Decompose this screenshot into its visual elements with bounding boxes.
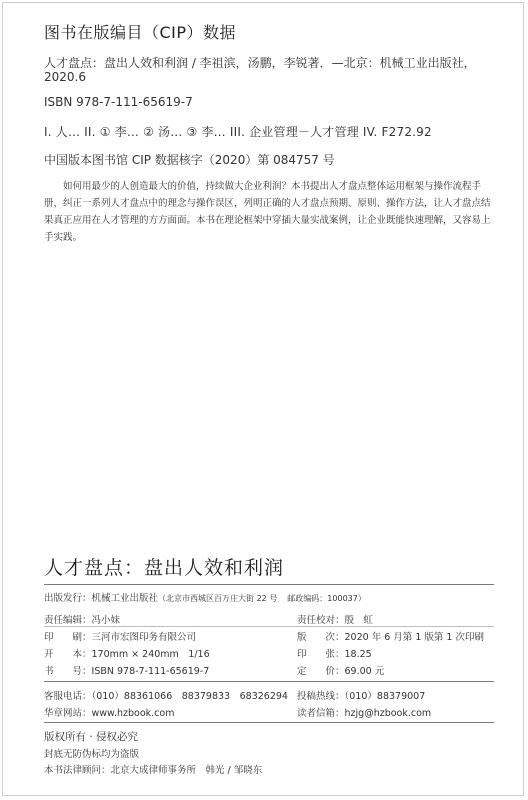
cip-bibliographic-year: 2020.6 [44,70,86,84]
reader-email-label: 读者信箱： [297,708,345,719]
book-number-line [44,663,209,677]
book-title: 人才盘点：盘出人效和利润 [44,557,285,579]
price-line [297,663,384,677]
service-phone-value: （010）88361066 88379833 68326294 [91,691,288,702]
book-number-value: ISBN 978-7-111-65619-7 [91,666,210,677]
proofreader-label: 责任校对： [297,615,345,626]
sheets-label: 印 张： [297,649,345,660]
printer-value: 三河市宏图印务有限公司 [91,632,197,643]
submission-phone-value: （010）88379007 [344,691,426,702]
cip-data-number: 中国版本图书馆 CIP 数据核字（2020）第 084757 号 [44,153,335,167]
edition-label: 版 次： [297,632,345,643]
title-rule [44,584,494,585]
info-rule-3 [44,722,494,723]
sheets-value: 18.25 [344,649,372,660]
format-label: 开 本： [44,649,92,660]
publisher-line [44,590,366,604]
website-label: 华章网站： [44,708,92,719]
price-label: 定 价： [297,666,345,677]
info-rule-1 [44,626,494,627]
publisher-name: 机械工业出版社 [91,593,159,604]
proofreader-value: 殷 虹 [344,615,374,626]
copyright-notice: 版权所有 · 侵权必究 [44,731,139,743]
cip-isbn: ISBN 978-7-111-65619-7 [44,95,193,109]
printer-line [44,629,196,643]
submission-phone-label: 投稿热线： [297,691,345,702]
anti-counterfeit-notice: 封底无防伪标均为盗版 [44,749,140,760]
price-value: 69.00 元 [344,666,385,677]
reader-email-value[interactable]: hzjg@hzbook.com [344,708,432,719]
format-value: 170mm × 240mm 1/16 [91,649,210,660]
service-phone-label: 客服电话： [44,691,92,702]
cip-title: 图书在版编目（CIP）数据 [44,23,237,42]
website-line [44,705,174,719]
publisher-address: （北京市西城区百万庄大街 22 号 [158,594,278,603]
publisher-postcode: 邮政编码：100037） [287,594,366,603]
website-value[interactable]: www.hzbook.com [91,708,175,719]
editor-label: 责任编辑： [44,615,92,626]
cip-bibliographic-line: 人才盘点：盘出人效和利润 / 李祖滨，汤鹏，李锐著．—北京：机械工业出版社， [44,56,476,70]
printer-label: 印 刷： [44,632,92,643]
proofreader-line [297,612,373,626]
editor-line [44,612,120,626]
edition-line [297,629,484,643]
edition-value: 2020 年 6 月第 1 版第 1 次印刷 [344,632,484,643]
service-phone-line [44,688,288,702]
reader-email-line [297,705,431,719]
cip-classification: I. 人… II. ① 李… ② 汤… ③ 李… III. 企业管理－人才管理 IV. F272.92 [44,125,432,139]
book-number-label: 书 号： [44,666,92,677]
info-rule-2 [44,681,494,682]
format-line [44,646,210,660]
book-summary: 如何用最少的人创造最大的价值，持续做大企业利润？本书提出人才盘点整体运用框架与操作流程手册，纠正一系列人才盘点中的理念与操作误区，列明正确的人才盘点预期、原则、操作方法，让人才盘点结果真正应用在人才管理的方方面面。本书在理论框架中穿插大量实战案例，让企业既能快速理解，又容易上手实践。 [44,181,491,243]
sheets-line [297,646,372,660]
legal-counsel: 本书法律顾问：北京大成律师事务所 韩光 / 邹晓东 [44,765,263,776]
editor-value: 冯小妹 [91,615,121,626]
submission-phone-line [297,688,425,702]
publisher-label: 出版发行： [44,593,92,604]
